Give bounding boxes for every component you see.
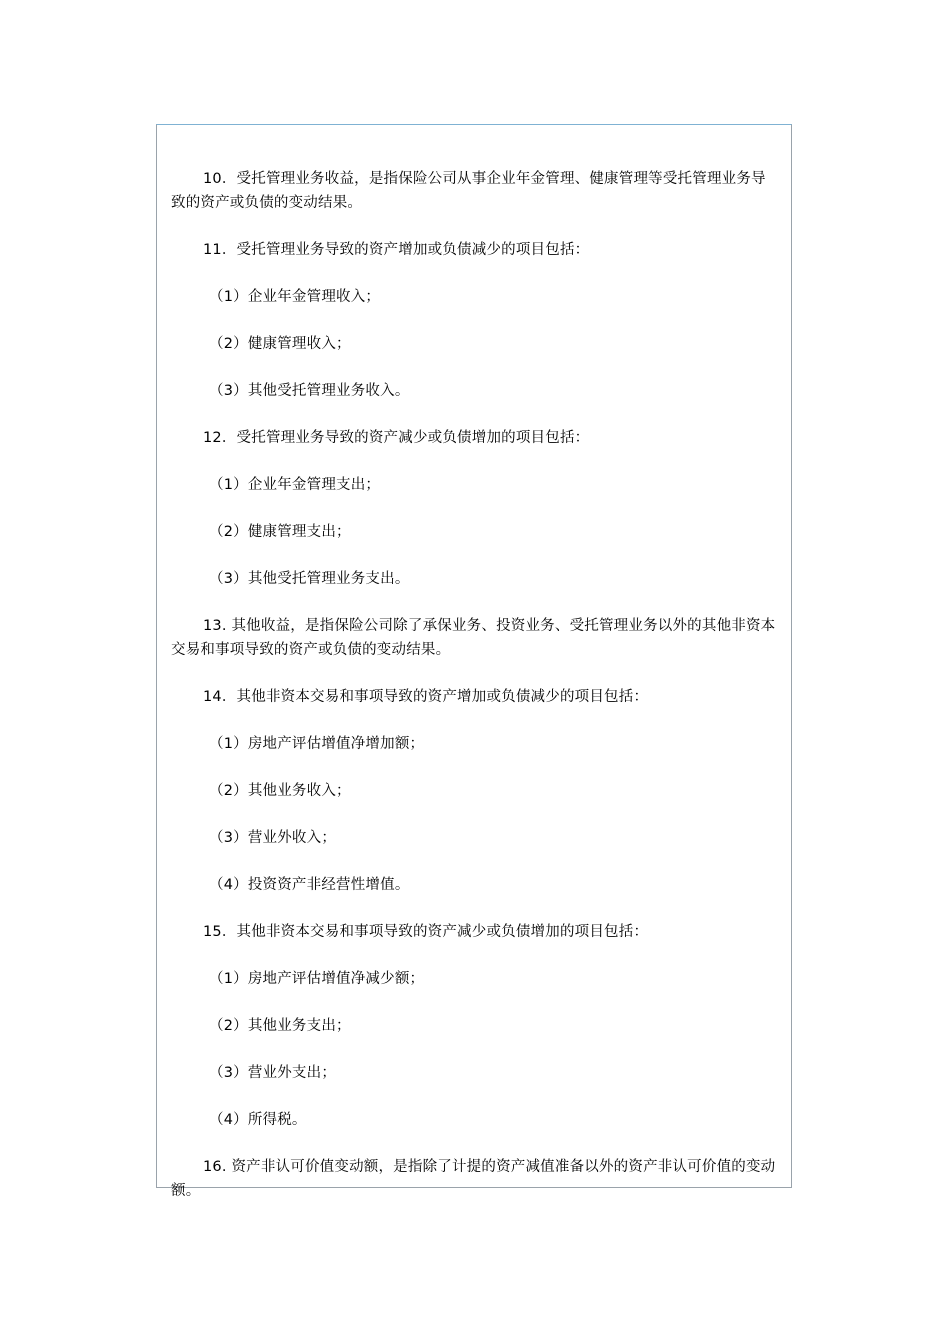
list-item: （1）企业年金管理收入； <box>209 289 381 305</box>
list-item: （1）房地产评估增值净减少额； <box>209 971 425 987</box>
paragraph-14: 14．其他非资本交易和事项导致的资产增加或负债减少的项目包括： <box>203 689 649 705</box>
list-item: （2）其他业务支出； <box>209 1018 351 1034</box>
paragraph-16: 16. 资产非认可价值变动额，是指除了计提的资产减值准备以外的资产非认可价值的变动额。 <box>171 1159 776 1199</box>
list-item: （3）营业外支出； <box>209 1065 337 1081</box>
list-item: （1）企业年金管理支出； <box>209 477 381 493</box>
list-item: （2）其他业务收入； <box>209 783 351 799</box>
list-item: （2）健康管理支出； <box>209 524 351 540</box>
paragraph-13: 13. 其他收益，是指保险公司除了承保业务、投资业务、受托管理业务以外的其他非资本交易和事项导致的资产或负债的变动结果。 <box>171 618 776 658</box>
list-item: （3）营业外收入； <box>209 830 337 846</box>
list-item: （4）投资资产非经营性增值。 <box>209 877 410 893</box>
document-body <box>171 167 776 1226</box>
paragraph-12: 12．受托管理业务导致的资产减少或负债增加的项目包括： <box>203 430 590 446</box>
list-item: （4）所得税。 <box>209 1112 307 1128</box>
list-item: （3）其他受托管理业务收入。 <box>209 383 410 399</box>
paragraph-11: 11．受托管理业务导致的资产增加或负债减少的项目包括： <box>203 242 590 258</box>
paragraph-15: 15．其他非资本交易和事项导致的资产减少或负债增加的项目包括： <box>203 924 649 940</box>
paragraph-10: 10．受托管理业务收益，是指保险公司从事企业年金管理、健康管理等受托管理业务导致的资产或负债的变动结果。 <box>171 171 766 211</box>
list-item: （3）其他受托管理业务支出。 <box>209 571 410 587</box>
list-item: （2）健康管理收入； <box>209 336 351 352</box>
document-page <box>156 124 792 1199</box>
list-item: （1）房地产评估增值净增加额； <box>209 736 425 752</box>
